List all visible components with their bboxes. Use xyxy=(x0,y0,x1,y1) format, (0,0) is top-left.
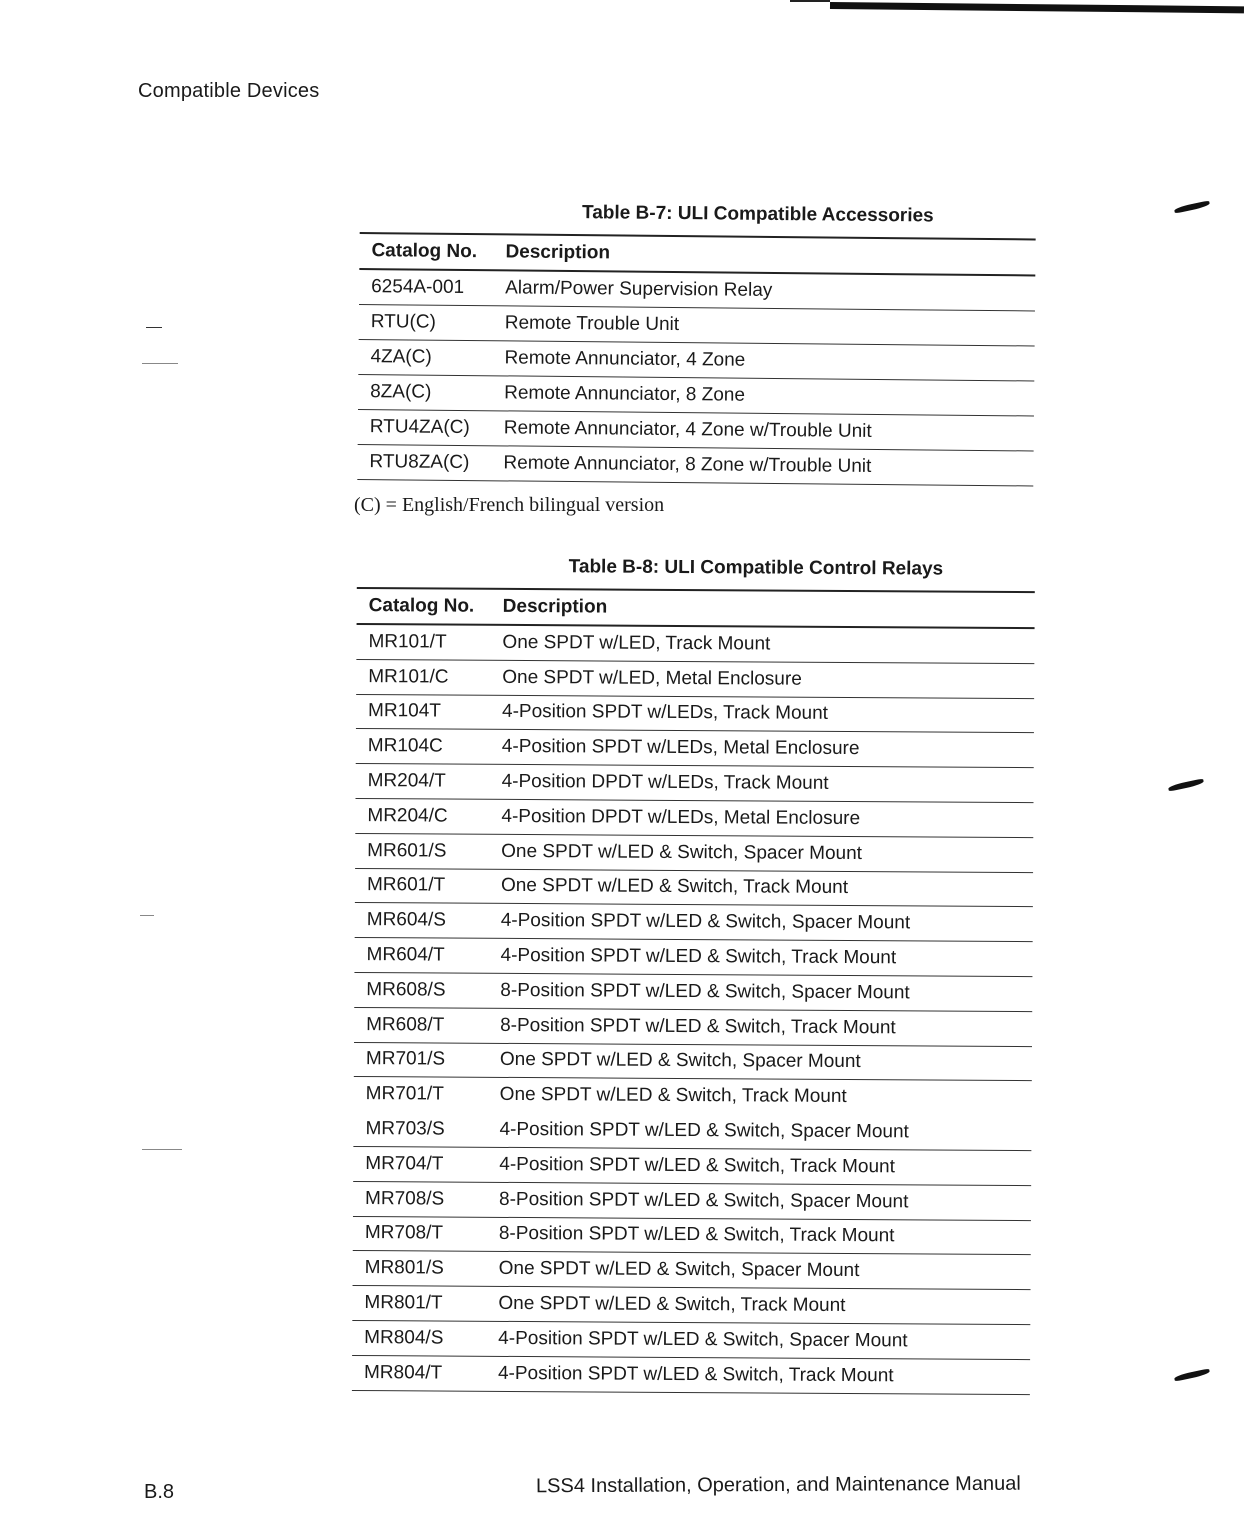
table-row xyxy=(356,660,1034,699)
description: 4-Position SPDT w/LED & Switch, Spacer Mount xyxy=(500,910,911,934)
table-row xyxy=(353,1217,1031,1256)
description: 4-Position SPDT w/LED & Switch, Spacer Mount xyxy=(499,1118,909,1143)
catalog-number: RTU8ZA(C) xyxy=(369,451,470,474)
table-row xyxy=(356,625,1034,664)
binder-mark xyxy=(1174,200,1210,213)
description: Remote Trouble Unit xyxy=(504,312,680,336)
description: 8-Position SPDT w/LED & Switch, Spacer Mount xyxy=(500,979,910,1004)
catalog-header: Catalog No. xyxy=(368,595,475,617)
catalog-number: MR804/S xyxy=(364,1326,444,1349)
catalog-number: 8ZA(C) xyxy=(370,381,432,403)
table-row xyxy=(357,445,1033,486)
catalog-number: MR101/C xyxy=(368,665,449,688)
catalog-number: MR104T xyxy=(367,700,441,722)
scan-top-edge xyxy=(790,0,1244,14)
description: Remote Annunciator, 8 Zone w/Trouble Unit xyxy=(503,452,872,477)
catalog-number: RTU(C) xyxy=(370,311,437,333)
page-number: B.8 xyxy=(144,1481,175,1503)
description: One SPDT w/LED, Track Mount xyxy=(502,631,771,655)
table-b8-header xyxy=(357,589,1035,629)
description: 4-Position SPDT w/LED & Switch, Track Mount xyxy=(499,1153,895,1178)
description: One SPDT w/LED & Switch, Spacer Mount xyxy=(498,1258,860,1282)
description: Alarm/Power Supervision Relay xyxy=(505,277,773,301)
catalog-number: MR703/S xyxy=(365,1118,445,1140)
table-row xyxy=(355,834,1033,873)
scan-speck xyxy=(142,1149,182,1150)
description: 4-Position SPDT w/LEDs, Metal Enclosure xyxy=(501,736,860,760)
description: Remote Annunciator, 8 Zone xyxy=(504,382,746,406)
description: One SPDT w/LED & Switch, Track Mount xyxy=(498,1292,846,1317)
catalog-number: MR101/T xyxy=(368,630,447,653)
table-row xyxy=(354,1043,1032,1082)
catalog-number: MR801/S xyxy=(364,1257,444,1279)
catalog-number: MR704/T xyxy=(365,1152,444,1175)
table-row xyxy=(356,729,1034,768)
catalog-number: MR604/T xyxy=(366,944,445,966)
description-header: Description xyxy=(505,241,611,264)
description: One SPDT w/LED & Switch, Spacer Mount xyxy=(499,1049,861,1073)
description: 8-Position SPDT w/LED & Switch, Spacer Mount xyxy=(499,1188,909,1213)
catalog-number: MR804/T xyxy=(363,1361,443,1384)
catalog-header: Catalog No. xyxy=(371,240,478,263)
table-row xyxy=(353,1251,1031,1290)
description: Remote Annunciator, 4 Zone w/Trouble Unit xyxy=(503,417,872,442)
catalog-number: MR608/S xyxy=(366,978,446,1001)
catalog-number: MR601/S xyxy=(367,839,447,862)
table-row xyxy=(352,1286,1030,1325)
description: 4-Position SPDT w/LED & Switch, Track Mount xyxy=(497,1362,894,1386)
description-header: Description xyxy=(502,595,608,618)
catalog-number: MR708/T xyxy=(364,1222,444,1244)
table-row xyxy=(352,1356,1030,1395)
catalog-number: 4ZA(C) xyxy=(370,346,432,368)
catalog-number: RTU4ZA(C) xyxy=(369,416,470,439)
table-row xyxy=(354,1008,1032,1047)
scan-speck xyxy=(146,327,162,328)
table-b7-body xyxy=(357,270,1035,486)
catalog-number: MR708/S xyxy=(365,1187,445,1210)
table-row xyxy=(355,903,1033,942)
description: One SPDT w/LED & Switch, Track Mount xyxy=(499,1084,847,1108)
table-b7-footnote: (C) = English/French bilingual version xyxy=(354,494,665,516)
binder-mark xyxy=(1174,1368,1210,1381)
table-b7 xyxy=(357,200,1036,486)
description: 4-Position DPDT w/LEDs, Metal Enclosure xyxy=(501,805,861,829)
manual-title: LSS4 Installation, Operation, and Maintenance Manual xyxy=(535,1472,1021,1498)
table-row xyxy=(352,1321,1030,1360)
catalog-number: MR204/T xyxy=(367,770,446,792)
scan-speck xyxy=(140,915,154,916)
catalog-number: MR608/T xyxy=(366,1013,445,1036)
binder-mark xyxy=(1168,778,1204,791)
table-row xyxy=(355,869,1033,908)
description: 8-Position SPDT w/LED & Switch, Track Mount xyxy=(498,1223,895,1247)
description: 4-Position SPDT w/LED & Switch, Spacer Mount xyxy=(498,1327,908,1352)
table-row xyxy=(353,1112,1031,1151)
table-row xyxy=(356,695,1034,734)
table-row xyxy=(355,799,1033,838)
catalog-number: 6254A-001 xyxy=(371,276,465,299)
description: One SPDT w/LED & Switch, Track Mount xyxy=(500,875,849,899)
scan-speck xyxy=(142,363,178,364)
description: 4-Position SPDT w/LEDs, Track Mount xyxy=(501,701,829,725)
catalog-number: MR701/S xyxy=(365,1048,446,1071)
table-b8-caption: Table B-8: ULI Compatible Control Relays xyxy=(568,556,944,580)
description: Remote Annunciator, 4 Zone xyxy=(504,347,746,371)
catalog-number: MR601/T xyxy=(366,874,446,897)
description: 4-Position SPDT w/LED & Switch, Track Mount xyxy=(500,944,897,969)
description: One SPDT w/LED, Metal Enclosure xyxy=(502,666,802,690)
table-b8-body xyxy=(352,625,1035,1395)
table-row xyxy=(354,938,1032,977)
catalog-number: MR104C xyxy=(367,735,443,757)
table-b7-caption: Table B-7: ULI Compatible Accessories xyxy=(581,202,934,227)
catalog-number: MR204/C xyxy=(367,804,448,827)
table-row xyxy=(354,973,1032,1012)
description: 8-Position SPDT w/LED & Switch, Track Mount xyxy=(500,1014,896,1038)
catalog-number: MR701/T xyxy=(365,1083,444,1105)
table-row xyxy=(353,1147,1031,1186)
catalog-number: MR801/T xyxy=(364,1292,443,1314)
table-row xyxy=(356,764,1034,803)
catalog-number: MR604/S xyxy=(366,909,447,931)
table-row xyxy=(354,1077,1032,1116)
description: One SPDT w/LED & Switch, Spacer Mount xyxy=(501,840,863,864)
running-head: Compatible Devices xyxy=(138,80,320,102)
table-b8 xyxy=(352,555,1035,1395)
description: 4-Position DPDT w/LEDs, Track Mount xyxy=(501,770,829,794)
table-row xyxy=(353,1182,1031,1221)
